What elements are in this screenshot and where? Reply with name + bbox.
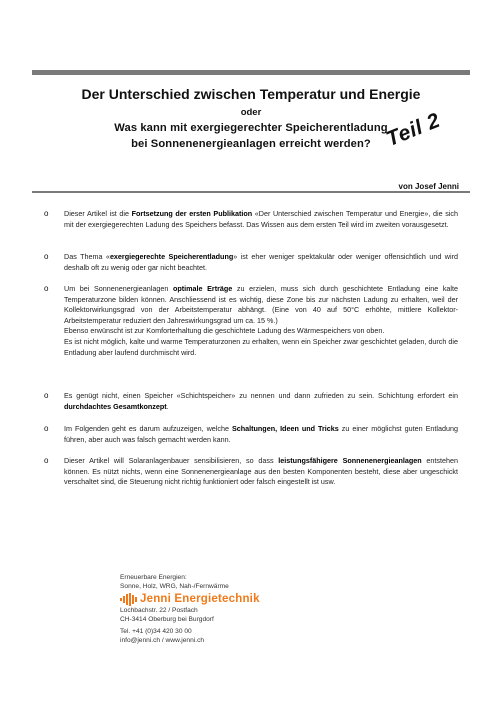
brand-name: Jenni Energietechnik <box>140 593 260 606</box>
body-text: . <box>166 401 169 411</box>
part-tag: Teil 2 <box>383 108 444 152</box>
subtitle-line-2: bei Sonnenenergieanlagen erreicht werden? <box>131 138 371 150</box>
body-text: Das Thema « <box>64 252 110 261</box>
top-rule <box>32 70 470 75</box>
address-street: Lochbachstr. 22 / Postfach <box>120 607 198 615</box>
emphasis-text: durchdachtes Gesamtkonzept <box>64 401 167 411</box>
phone-number: Tel. +41 (0)34 420 30 00 <box>120 628 192 636</box>
footer-services: Sonne, Holz, WRG, Nah-/Fernwärme <box>120 582 229 590</box>
body-text: Dieser Artikel will Solaranlagenbauer sensibilisieren, so dass <box>64 456 279 465</box>
body-text: » ist eher weniger spektakulär oder weniger offensichtlich und wird deshalb oft zu wenig oder gar nicht beachtet. <box>64 252 458 272</box>
body-text: Um bei Sonnenenergieanlagen <box>64 284 173 293</box>
bullet-marker: o <box>44 284 49 293</box>
footer-tagline: Erneuerbare Energien: <box>120 574 187 581</box>
body-text: «Der Unterschied zwischen Temperatur und Energie», die sich mit der exergiegerechten Ladung des Speichers befasst. Das Wissen aus dem ersten Teil wird im zweiten vorausgesetzt. <box>64 209 459 229</box>
title-connector: oder <box>240 107 262 118</box>
company-footer <box>120 574 320 646</box>
brand-row <box>120 593 320 606</box>
paragraph <box>64 209 458 230</box>
bullet-marker: o <box>44 252 49 261</box>
sun-stripes-logo-icon <box>120 593 137 606</box>
bullet-marker: o <box>44 209 49 218</box>
emphasis-text: optimale Erträge <box>172 284 233 293</box>
paragraph <box>64 391 458 412</box>
bullet-marker: o <box>44 456 49 465</box>
bullet-marker: o <box>44 424 49 433</box>
emphasis-text: leistungsfähigere Sonnenenergieanlagen <box>278 456 422 465</box>
emphasis-text: Schaltungen, Ideen und Tricks <box>231 424 339 433</box>
body-text: Ebenso erwünscht ist zur Komforterhaltung die geschichtete Ladung des Wärmespeichers von oben. <box>64 326 385 336</box>
author-byline: von Josef Jenni <box>398 182 459 191</box>
body-text: Im Folgenden geht es darum aufzuzeigen, welche <box>64 424 232 433</box>
body-text: Es genügt nicht, einen Speicher «Schichtspeicher» zu nennen und dann zufrieden zu sein. Schichtung erfordert ein <box>64 391 458 400</box>
emphasis-text: Fortsetzung der ersten Publikation <box>131 209 253 218</box>
body-text: zu erzielen, muss sich durch geschichtete Entladung eine kalte Temperaturzone bilden können. Anschliessend ist es wichtig, diese Zone bis zur nächsten Ladung zu erhalten, weil der Kollektorwirkungsgrad von der Arbeitstemperatur abhängt. (Eine von 40 auf 50°C erhöhte, mittlere Kollektor-Arbeitstemperatur reduziert den Jahreswirkungsgrad um ca. 15 %.) <box>64 284 458 325</box>
body-text: entstehen können. Es nützt nichts, wenn eine Sonnenenergieanlage aus den besten Komponenten besteht, diese aber ungeschickt verschaltet sind, die Steuerung nicht richtig funktioniert oder falsch eingestellt ist usw. <box>64 456 458 487</box>
body-text: Es ist nicht möglich, kalte und warme Temperaturzonen zu erhalten, wenn ein Speicher zwar geschichtet geladen, durch die Entladung aber laufend durchmischt wird. <box>64 336 458 357</box>
paragraph <box>64 284 458 358</box>
body-text: zu einer möglichst guten Entladung führen, aber auch was falsch gemacht werden kann. <box>64 424 458 444</box>
article-title: Der Unterschied zwischen Temperatur und Energie <box>81 86 421 102</box>
body-text: Dieser Artikel ist die <box>64 209 132 218</box>
bullet-marker: o <box>44 391 49 400</box>
paragraph <box>64 424 458 445</box>
paragraph <box>64 252 458 273</box>
address-city: CH-3414 Oberburg bei Burgdorf <box>120 615 214 623</box>
emphasis-text: exergiegerechte Speicherentladung <box>109 252 234 261</box>
subtitle-line-1: Was kann mit exergiegerechter Speicherentladung <box>114 122 388 134</box>
contact-links: info@jenni.ch / www.jenni.ch <box>120 636 205 644</box>
header-divider <box>32 191 470 193</box>
paragraph <box>64 456 458 488</box>
